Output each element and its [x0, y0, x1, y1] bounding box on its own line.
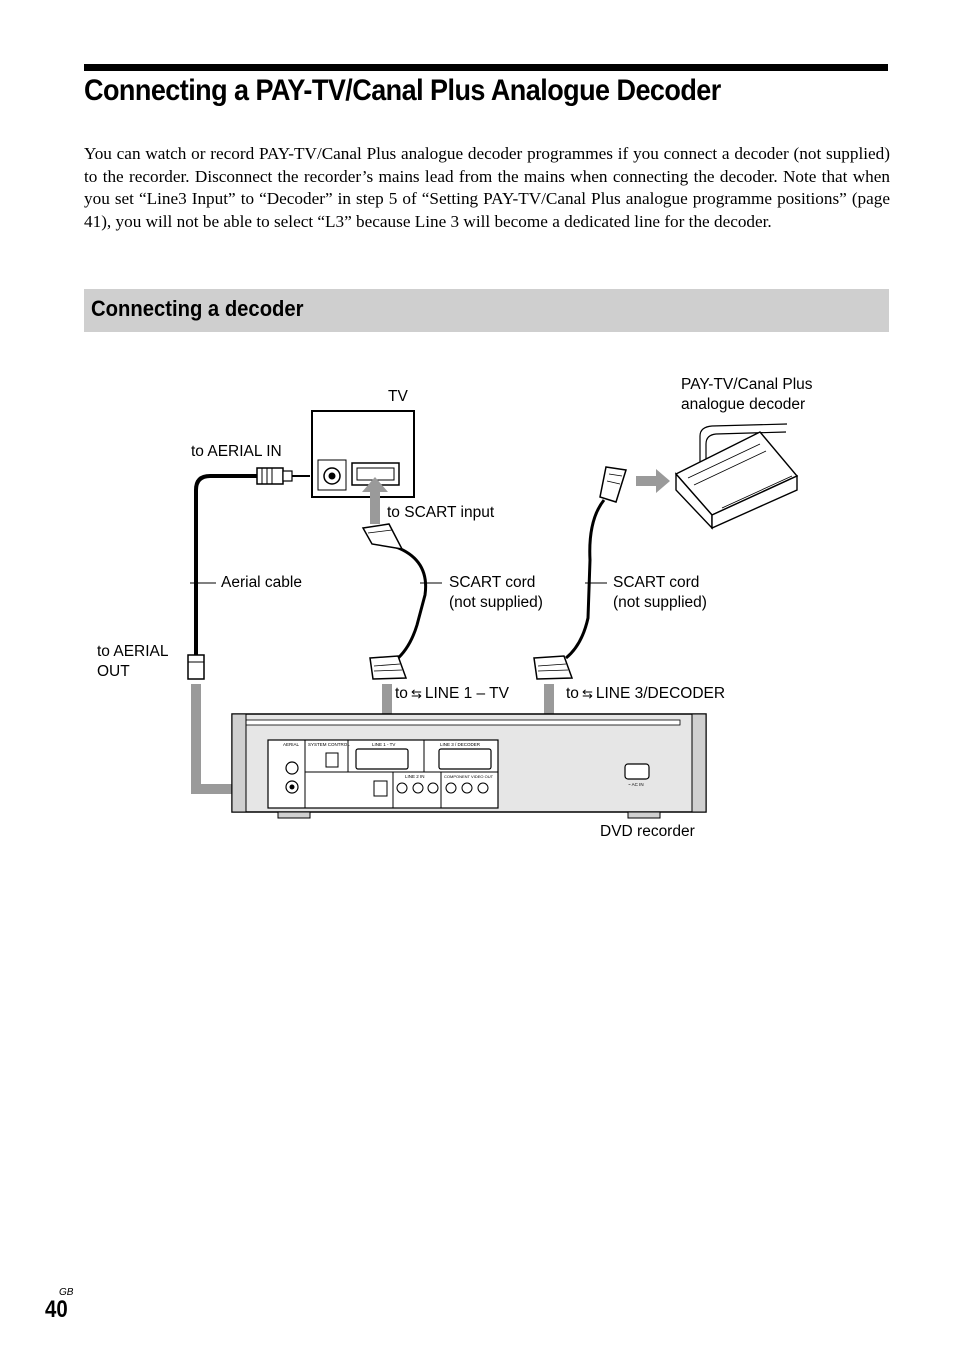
- panel-ac-in-label: ~ AC IN: [628, 782, 644, 787]
- decoder-illustration: [676, 424, 797, 528]
- decoder-label: PAY-TV/Canal Plus analogue decoder: [681, 376, 813, 413]
- dvd-recorder-label: DVD recorder: [600, 823, 695, 840]
- to-line3-label: to ⇆ LINE 3/DECODER: [566, 685, 726, 702]
- page-title: Connecting a PAY-TV/Canal Plus Analogue Decoder: [84, 74, 721, 107]
- to-scart-input-label: to SCART input: [387, 504, 495, 521]
- tv-illustration: [312, 411, 414, 497]
- panel-line3-label: LINE 3 / DECODER: [440, 742, 481, 747]
- panel-aerial-label: AERIAL: [283, 742, 300, 747]
- dvd-recorder-illustration: [232, 714, 706, 818]
- scart-cord-tv: [363, 524, 426, 679]
- to-aerial-out-label: to AERIAL OUT: [97, 643, 169, 680]
- scart-icon: ⇆: [410, 686, 422, 701]
- footer-region: GB: [59, 1287, 74, 1298]
- scart-cord-tv-label: SCART cord (not supplied): [449, 574, 543, 611]
- panel-line1-label: LINE 1 - TV: [372, 742, 396, 747]
- panel-system-control-label: SYSTEM CONTROL: [308, 742, 350, 747]
- section-title: Connecting a decoder: [91, 296, 304, 321]
- tv-label: TV: [388, 388, 408, 405]
- to-line1-label: to ⇆ LINE 1 – TV: [395, 685, 509, 702]
- page-number: 40: [45, 1296, 68, 1323]
- scart-icon: ⇆: [581, 686, 593, 701]
- panel-component-label: COMPONENT VIDEO OUT: [444, 774, 494, 779]
- aerial-cable-label: Aerial cable: [221, 574, 302, 591]
- intro-paragraph: You can watch or record PAY-TV/Canal Plus analogue decoder programmes if you connect a decoder (not supplied) to the recorder. Disconnect the recorder’s mains lead from the mains when connecting the decoder. Note that when you set “Line3 Input” to “Decoder” in step 5 of “Setting PAY-TV/Canal Plus analogue programme positions” (page 41), you will not be able to select “L3” because Line 3 will become a dedicated line for the decoder.: [84, 144, 890, 232]
- scart-cord-decoder-label: SCART cord (not supplied): [613, 574, 707, 611]
- panel-line2-label: LINE 2 IN: [405, 774, 425, 779]
- to-aerial-in-label: to AERIAL IN: [191, 443, 282, 460]
